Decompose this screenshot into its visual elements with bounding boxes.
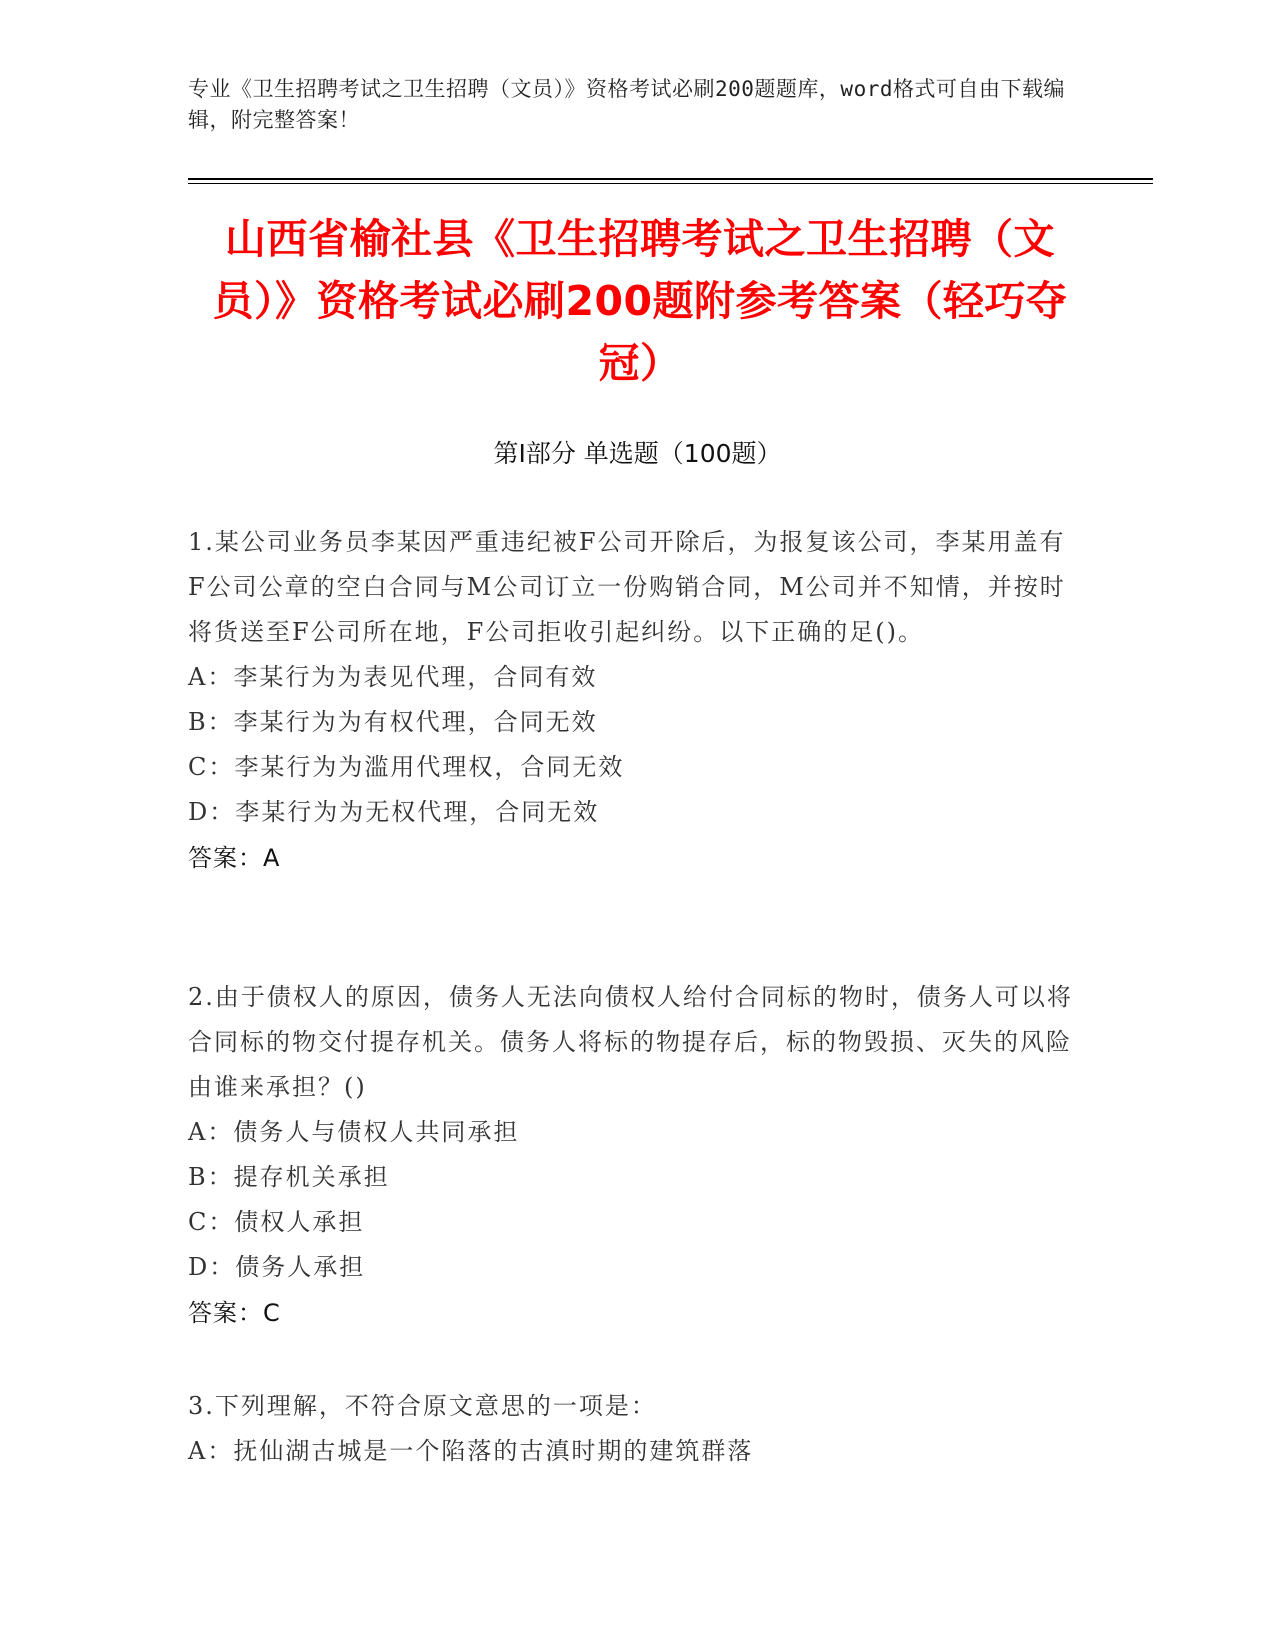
- option-d: D：李某行为为无权代理，合同无效: [188, 798, 600, 826]
- header-note: 专业《卫生招聘考试之卫生招聘（文员）》资格考试必刷200题题库，word格式可自由下载编辑，附完整答案！: [188, 77, 1065, 132]
- document-title: 山西省榆社县《卫生招聘考试之卫生招聘（文员）》资格考试必刷200题附参考答案（轻巧夺冠）: [212, 215, 1068, 387]
- header-divider-thin: [188, 183, 1153, 184]
- question-stem: 1.某公司业务员李某因严重违纪被F公司开除后，为报复该公司，李某用盖有F公司公章的空白合同与M公司订立一份购销合同，M公司并不知情，并按时将货送至F公司所在地，F公司拒收引起纠纷。以下正确的足()。: [188, 528, 1066, 646]
- option-c: C：李某行为为滥用代理权，合同无效: [188, 753, 625, 781]
- option-b: B：李某行为为有权代理，合同无效: [188, 708, 598, 736]
- question-stem: 2.由于债权人的原因，债务人无法向债权人给付合同标的物时，债务人可以将合同标的物交付提存机关。债务人将标的物提存后，标的物毁损、灭失的风险由谁来承担？(): [188, 983, 1073, 1101]
- section-title: 第Ⅰ部分 单选题（100题）: [493, 439, 782, 468]
- answer: 答案：C: [188, 1299, 281, 1327]
- question-1: [188, 520, 1078, 881]
- question-stem: 3.下列理解，不符合原文意思的一项是：: [188, 1392, 657, 1420]
- question-3: [188, 1384, 1078, 1474]
- question-2: [188, 975, 1078, 1336]
- option-a: A：抚仙湖古城是一个陷落的古滇时期的建筑群落: [188, 1437, 754, 1465]
- option-b: B：提存机关承担: [188, 1163, 390, 1191]
- option-a: A：李某行为为表见代理，合同有效: [188, 663, 598, 691]
- option-a: A：债务人与债权人共同承担: [188, 1118, 520, 1146]
- answer: 答案：A: [188, 844, 281, 872]
- header-divider: [188, 178, 1153, 180]
- option-c: C：债权人承担: [188, 1208, 365, 1236]
- option-d: D：债务人承担: [188, 1253, 366, 1281]
